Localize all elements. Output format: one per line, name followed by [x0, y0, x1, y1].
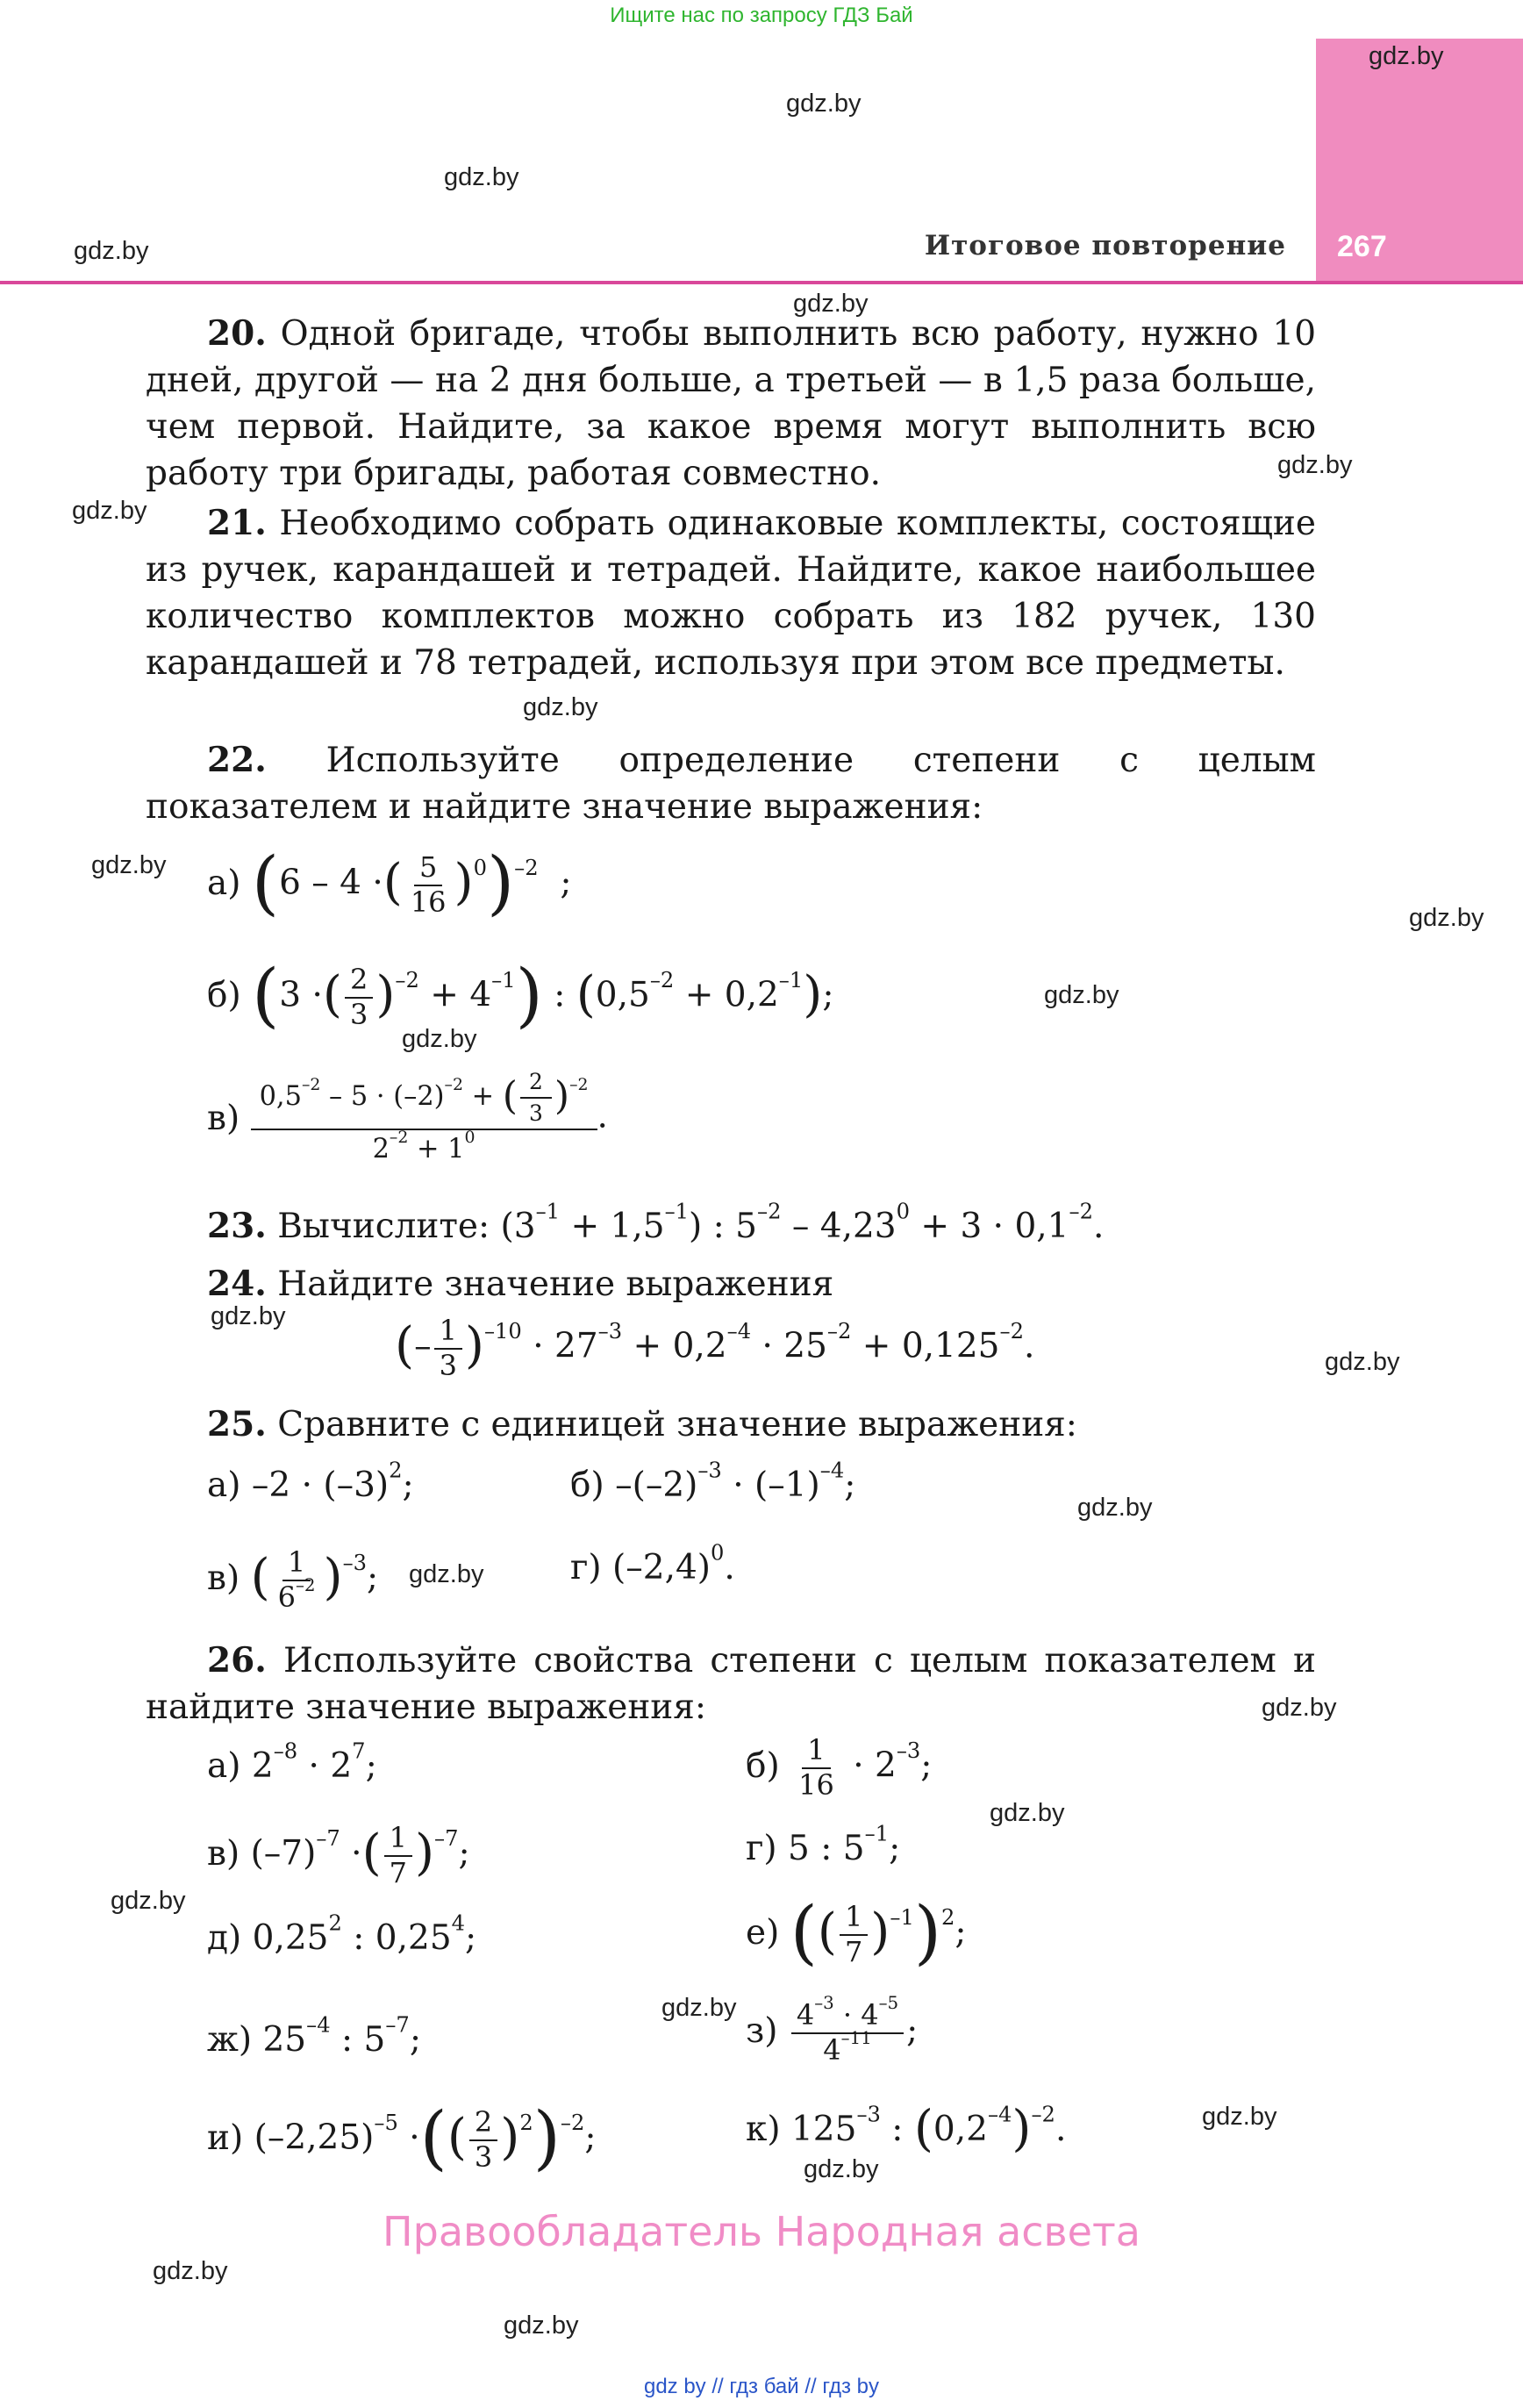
p25-item-g: г) $(-2,4)^0$.	[570, 1540, 735, 1587]
footer-links: gdz by // гдз бай // гдз by	[643, 2375, 880, 2398]
problem-text: Используйте определение степени с целым показателем и найдите значение выражения:	[146, 741, 1316, 827]
item-label: ж)	[207, 2020, 253, 2060]
item-label: б)	[746, 1745, 780, 1786]
item-label: в)	[207, 1558, 240, 1598]
watermark: gdz.by	[409, 1560, 484, 1588]
p26-item-g: г) 5 : $5^{-1}$;	[746, 1821, 901, 1868]
problem-text: Сравните с единицей значение выражения:	[277, 1405, 1077, 1444]
watermark: gdz.by	[74, 237, 149, 265]
watermark: gdz.by	[153, 2257, 228, 2285]
header-rule	[0, 281, 1523, 284]
item-label: а)	[207, 1466, 241, 1505]
p26-item-a: а) $2^{-8} \cdot 2^7$;	[207, 1738, 377, 1786]
item-label: и)	[207, 2118, 244, 2158]
problem-text: Используйте свойства степени с целым показателем и найдите значение выражения:	[146, 1641, 1316, 1727]
item-label: г)	[746, 1829, 777, 1868]
p25-item-v: в) ( $\frac{1}{6^{-2}}$ )$^{-3}$;	[207, 1545, 379, 1614]
p22-item-v: в) $0,5^{-2} - 5 \cdot (-2)^{-2}$ + ( $\frac{2}{3}$ )$^{-2}$ $2^{-2} + 1^0$ .	[207, 1069, 608, 1165]
item-label: е)	[746, 1912, 780, 1953]
p26-item-b: б) $\frac{1}{16}$ · $2^{-3}$;	[746, 1733, 933, 1802]
p26-item-k: к) $125^{-3}$ : $(0,2^{-4})^{-2}$.	[746, 2100, 1067, 2158]
problem-23: 23. Вычислите: $(3^{-1} + 1,5^{-1})$ : $5^{-2} - 4,23^0 + 3 \cdot 0,1^{-2}$.	[207, 1199, 1105, 1246]
item-label: б)	[570, 1466, 604, 1505]
problem-number: 23.	[207, 1206, 267, 1246]
p24-expression: (– $\frac{1}{3}$ )$^{-10} \cdot 27^{-3} + 0,2^{-4} \cdot 25^{-2} + 0,125^{-2}$.	[395, 1314, 1035, 1382]
problem-number: 26.	[207, 1640, 267, 1681]
watermark: gdz.by	[72, 497, 147, 525]
problem-number: 22.	[207, 740, 267, 780]
section-title: Итоговое повторение	[924, 230, 1286, 262]
watermark: gdz.by	[1277, 451, 1353, 479]
watermark: gdz.by	[990, 1799, 1065, 1827]
watermark: gdz.by	[1262, 1694, 1337, 1722]
watermark: gdz.by	[1202, 2103, 1277, 2131]
p25-item-b: б) $-(-2)^{-3} \cdot (-1)^{-4}$;	[570, 1458, 856, 1505]
problem-text: Найдите значение выражения	[277, 1265, 834, 1304]
watermark: gdz.by	[804, 2155, 879, 2183]
item-label: г)	[570, 1548, 602, 1587]
watermark: gdz.by	[91, 851, 167, 879]
watermark: gdz.by	[111, 1887, 186, 1915]
p22-item-a: а) (6 – 4 ·( $\frac{5}{16}$ )$^0$)$^{-2}$ ;	[207, 841, 572, 923]
item-label: к)	[746, 2110, 781, 2149]
problem-number: 21.	[207, 503, 267, 543]
watermark: gdz.by	[504, 2311, 579, 2340]
watermark: gdz.by	[1409, 904, 1484, 932]
p22-item-b: б) (3 ·( $\frac{2}{3}$ )$^{-2} + 4^{-1}$) : $(0,5^{-2} + 0,2^{-1})$;	[207, 953, 834, 1036]
problem-text: Одной бригаде, чтобы выполнить всю работу, нужно 10 дней, другой — на 2 дня больше, а третьей — в 1,5 раза больше, чем первой. Найдите, за какое время могут выполнить всю работу три бригады, работая совместно.	[146, 314, 1317, 493]
watermark: gdz.by	[661, 1994, 737, 2022]
item-label: б)	[207, 975, 241, 1015]
problem-20	[146, 311, 1316, 497]
item-label: в)	[207, 1833, 240, 1874]
p26-item-z: з) $\frac{4^{-3} \cdot 4^{-5}}{4^{-11}}$ ;	[746, 1993, 919, 2067]
watermark: gdz.by	[1369, 42, 1444, 70]
problem-number: 24.	[207, 1264, 267, 1304]
watermark: gdz.by	[786, 90, 862, 118]
problem-21	[146, 500, 1316, 686]
p26-item-e: е) (( $\frac{1}{7}$ )$^{-1}$)$^2$;	[746, 1890, 967, 1973]
watermark: gdz.by	[1044, 981, 1119, 1009]
item-label: в)	[207, 1098, 240, 1138]
watermark: gdz.by	[1325, 1348, 1400, 1376]
item-label: д)	[207, 1918, 242, 1958]
problem-text: Вычислите:	[277, 1207, 490, 1246]
problem-text: Необходимо собрать одинаковые комплекты, состоящие из ручек, карандашей и тетрадей. Найдите, какое наибольшее количество комплектов можно собрать из 182 ручек, 130 карандашей и 78 тетрадей, используя при этом все предметы.	[146, 504, 1316, 683]
p26-item-d: д) 0,25$^2$ : 0,25$^4$;	[207, 1910, 477, 1958]
watermark: gdz.by	[1077, 1494, 1153, 1522]
p26-item-zh: ж) $25^{-4}$ : $5^{-7}$;	[207, 2012, 421, 2060]
p26-item-i: и) $(-2,25)^{-5}$ ·(( $\frac{2}{3}$ )$^2$)$^{-2}$;	[207, 2096, 597, 2178]
watermark: gdz.by	[793, 290, 869, 318]
copyright-notice: Правообладатель Народная асвета	[383, 2208, 1140, 2255]
page-number: 267	[1337, 230, 1387, 263]
watermark: gdz.by	[211, 1302, 286, 1330]
watermark: gdz.by	[402, 1025, 477, 1053]
p25-item-a: а) $-2 \cdot (-3)^2$;	[207, 1458, 414, 1505]
problem-number: 25.	[207, 1404, 267, 1444]
item-label: з)	[746, 2010, 778, 2051]
top-banner: Ищите нас по запросу ГДЗ Бай	[610, 4, 913, 27]
problem-26	[146, 1638, 1316, 1731]
problem-24	[207, 1264, 833, 1304]
watermark: gdz.by	[444, 163, 519, 191]
problem-22	[146, 737, 1316, 830]
problem-number: 20.	[207, 313, 267, 354]
problem-25	[207, 1404, 1077, 1444]
item-label: а)	[207, 863, 241, 903]
item-label: а)	[207, 1746, 241, 1786]
watermark: gdz.by	[523, 693, 598, 721]
p26-item-v: в) $(-7)^{-7}$ ·( $\frac{1}{7}$ )$^{-7}$;	[207, 1821, 470, 1889]
